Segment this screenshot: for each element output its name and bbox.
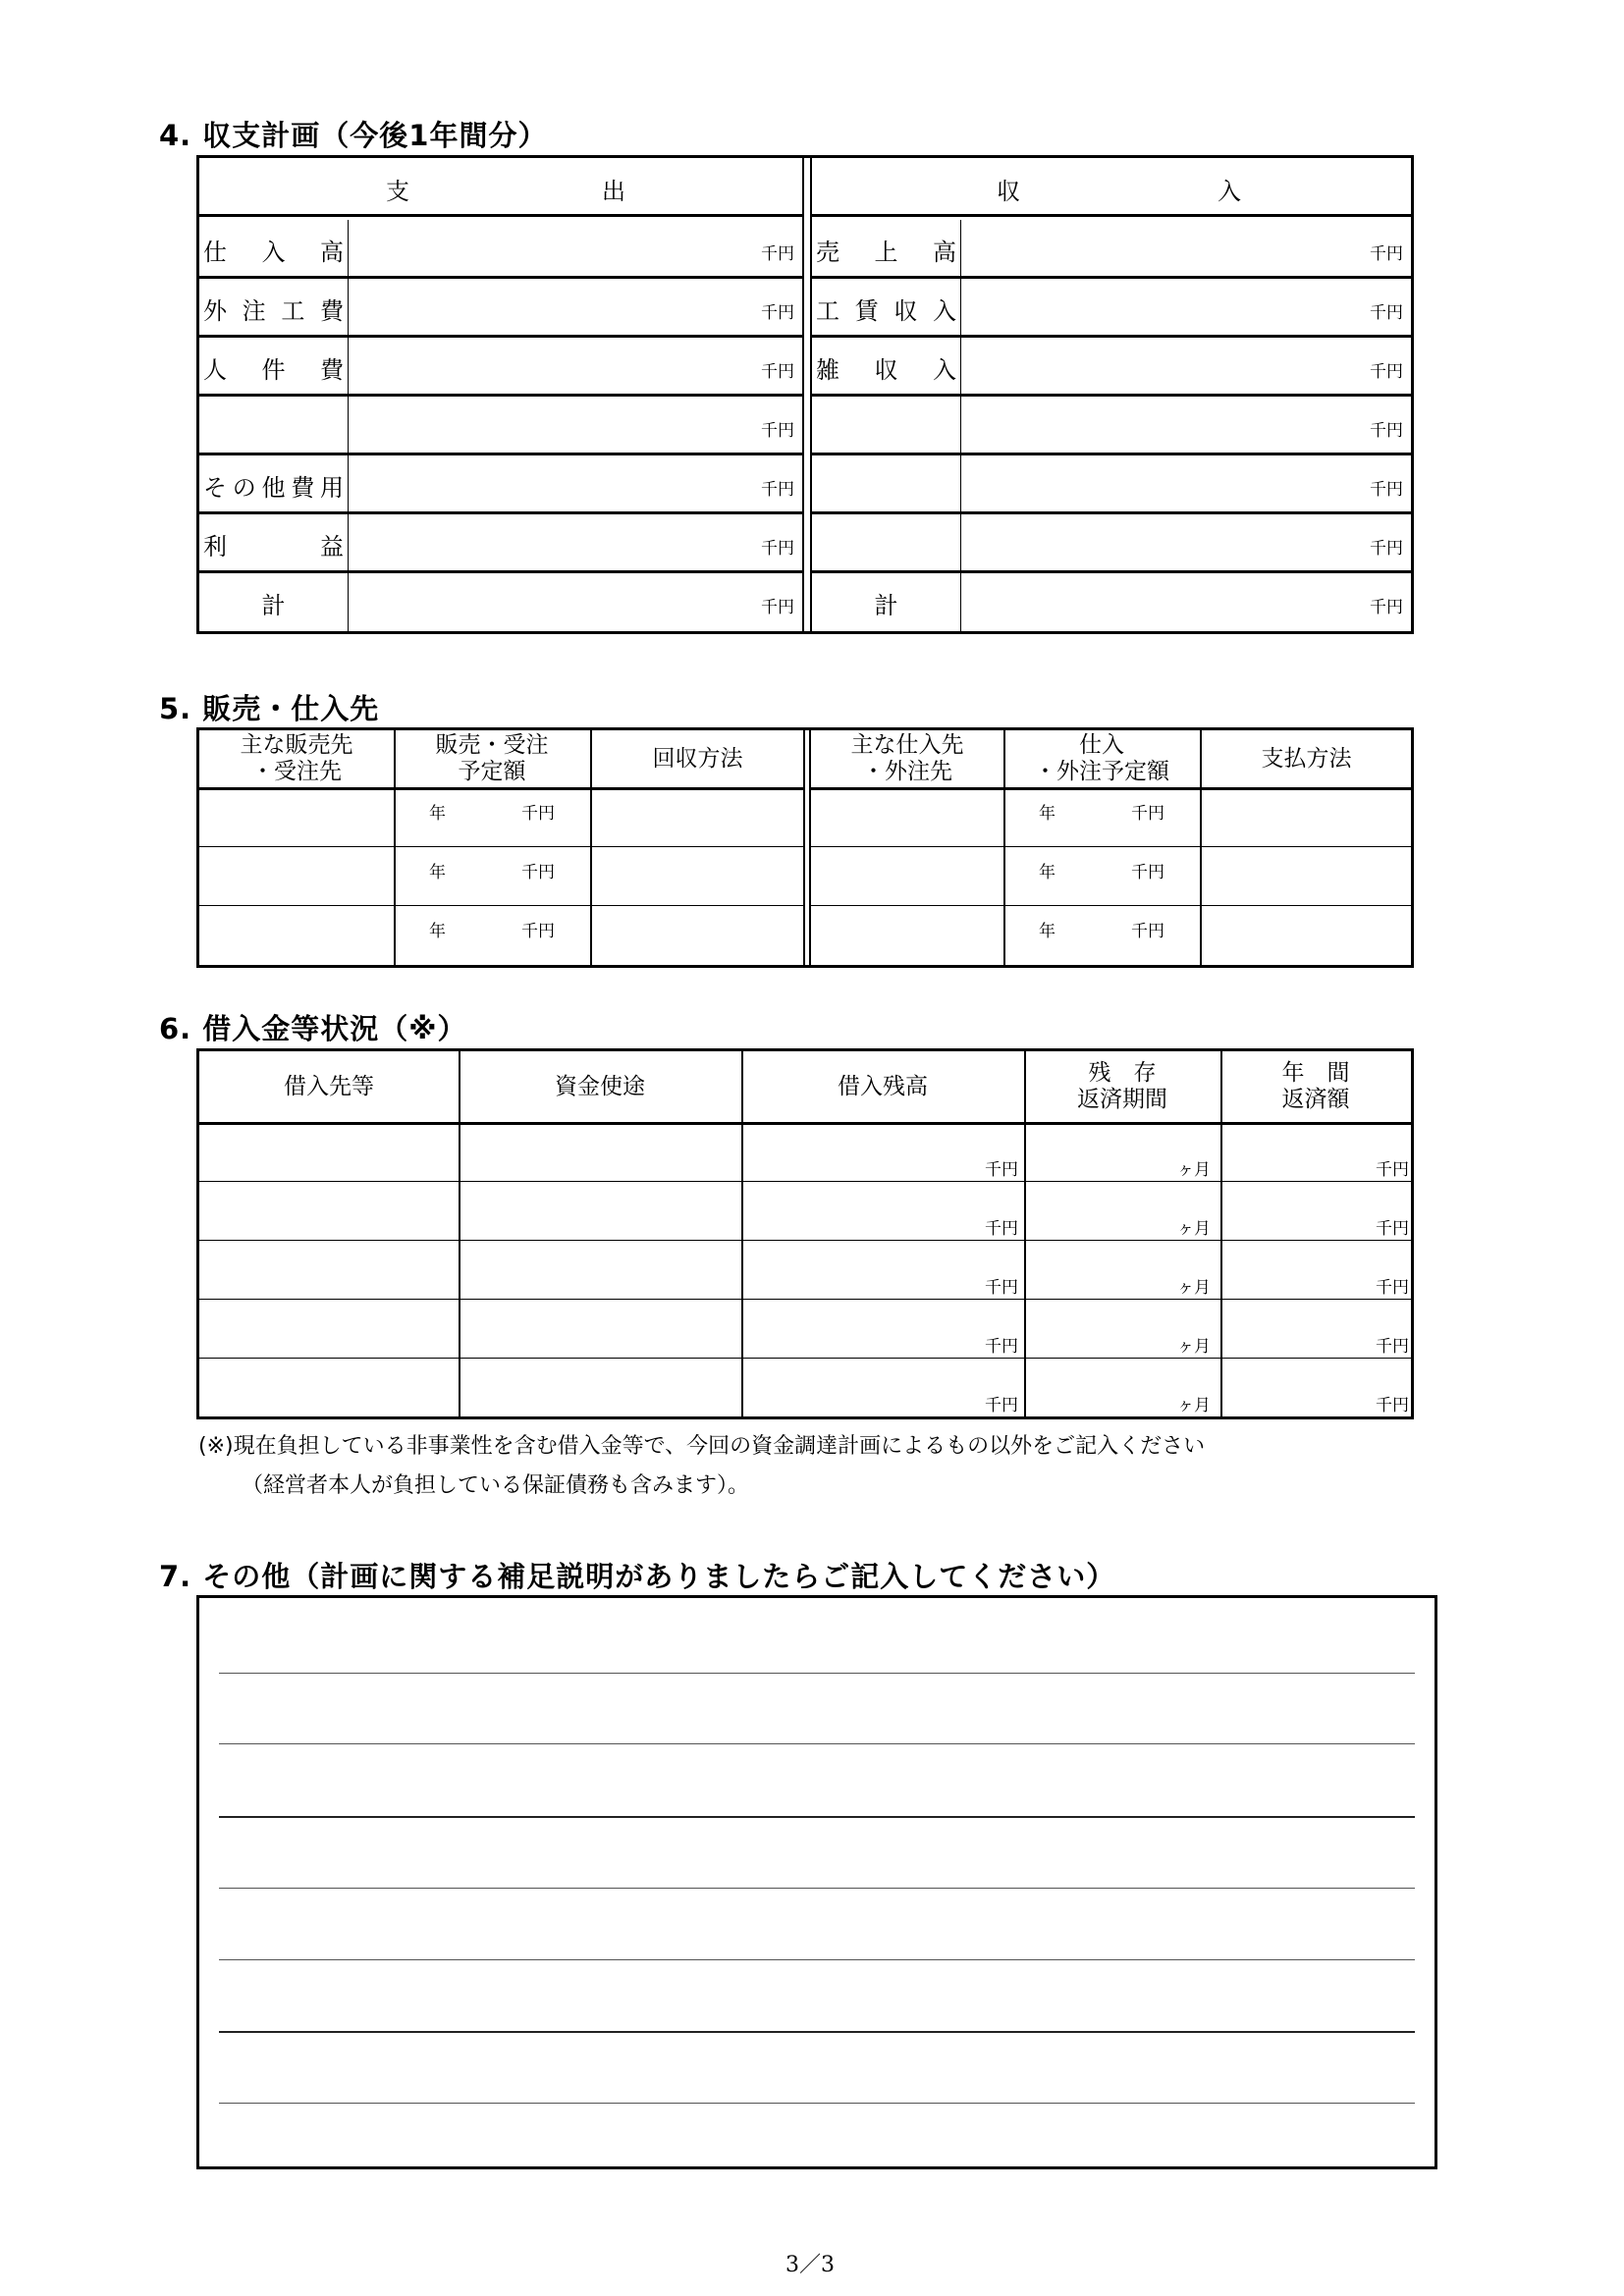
payment-method-header	[1200, 730, 1413, 787]
expense-unit-label: 千円	[761, 598, 794, 617]
purchase-year-label: 年	[1039, 804, 1056, 824]
income-expense-plan-table	[196, 155, 1414, 634]
annual-repayment-header-line-1: 年 間	[1281, 1060, 1350, 1086]
income-panel	[810, 158, 1411, 631]
income-amount-field[interactable]	[962, 397, 1411, 455]
expense-label-char: 仕	[203, 238, 227, 266]
income-amount-field[interactable]	[962, 279, 1411, 338]
income-unit-label: 千円	[1370, 539, 1403, 559]
remaining-period-header-line-2: 返済期間	[1077, 1087, 1167, 1112]
expense-row	[199, 276, 802, 338]
annual-repayment-header	[1220, 1051, 1411, 1122]
income-row	[812, 276, 1411, 338]
annual-repayment-header-line-2: 返済額	[1281, 1087, 1350, 1112]
income-row	[812, 570, 1411, 632]
income-row	[812, 220, 1411, 279]
annual-unit-label: 千円	[1376, 1160, 1409, 1180]
borrowings-table	[196, 1048, 1414, 1419]
expense-label-char: 費	[291, 473, 315, 502]
income-label-char: 計	[874, 591, 898, 619]
income-amount-field[interactable]	[962, 338, 1411, 397]
period-unit-label: ヶ月	[1177, 1337, 1211, 1357]
sales-unit-label: 千円	[521, 804, 555, 824]
period-unit-label: ヶ月	[1177, 1396, 1211, 1415]
expense-label-char: 計	[261, 591, 286, 619]
expense-label-char: の	[232, 473, 256, 502]
supplier-header-line-1: 主な仕入先	[850, 732, 964, 758]
expense-row-label	[199, 573, 349, 632]
balance-unit-label: 千円	[985, 1219, 1018, 1239]
balance-unit-label: 千円	[985, 1278, 1018, 1298]
balance-unit-label: 千円	[985, 1160, 1018, 1180]
expense-row-label	[199, 338, 349, 397]
annual-unit-label: 千円	[1376, 1396, 1409, 1415]
purchase-unit-label: 千円	[1131, 863, 1164, 882]
expense-label-char: 高	[320, 238, 344, 266]
income-label-char: 賃	[854, 296, 879, 325]
expense-label-char: 益	[320, 532, 344, 561]
expense-header-char-1: 支	[386, 178, 409, 205]
income-row-label	[812, 338, 961, 397]
expense-amount-field[interactable]	[350, 338, 802, 397]
lender-header	[199, 1051, 459, 1122]
purchase-unit-label: 千円	[1131, 922, 1164, 941]
expense-label-char: 利	[203, 532, 227, 561]
section-5-title: 5. 販売・仕入先	[159, 692, 380, 725]
income-unit-label: 千円	[1370, 362, 1403, 382]
expense-unit-label: 千円	[761, 480, 794, 500]
balance-unit-label: 千円	[985, 1337, 1018, 1357]
income-label-char: 工	[816, 296, 839, 325]
expense-label-char: 費	[319, 296, 344, 325]
income-header-char-2: 入	[1218, 178, 1241, 205]
expense-row	[199, 220, 802, 279]
purpose-header	[459, 1051, 741, 1122]
expense-row-label	[199, 455, 349, 514]
payment-method-header-text: 支払方法	[1261, 745, 1352, 772]
writing-line	[219, 1743, 1415, 1744]
sales-year-label: 年	[429, 863, 446, 882]
expense-amount-field[interactable]	[350, 220, 802, 279]
expense-amount-field[interactable]	[350, 455, 802, 514]
income-unit-label: 千円	[1370, 303, 1403, 323]
supplier-header	[811, 730, 1003, 787]
expense-label-char: そ	[203, 473, 227, 502]
collection-method-header	[590, 730, 805, 787]
income-row	[812, 453, 1411, 514]
income-row-label	[812, 455, 961, 514]
income-unit-label: 千円	[1370, 598, 1403, 617]
expense-unit-label: 千円	[761, 303, 794, 323]
income-label-char: 雑	[816, 355, 839, 384]
income-unit-label: 千円	[1370, 421, 1403, 441]
balance-header	[741, 1051, 1024, 1122]
expense-unit-label: 千円	[761, 539, 794, 559]
income-label-char: 高	[933, 238, 956, 266]
income-label-char: 入	[933, 355, 956, 384]
income-label-char: 入	[932, 296, 956, 325]
income-header-char-1: 収	[997, 178, 1020, 205]
income-row	[812, 511, 1411, 573]
writing-line	[219, 2031, 1415, 2033]
section-7-title: 7. その他（計画に関する補足説明がありましたらご記入してください）	[159, 1560, 1116, 1593]
expense-unit-label: 千円	[761, 244, 794, 264]
sales-year-label: 年	[429, 804, 446, 824]
expense-row-label	[199, 514, 349, 573]
expense-label-char: 人	[203, 355, 227, 384]
annual-unit-label: 千円	[1376, 1337, 1409, 1357]
expense-amount-field[interactable]	[350, 514, 802, 573]
purchase-amount-header-line-2: ・外注予定額	[1034, 759, 1169, 784]
income-amount-field[interactable]	[962, 455, 1411, 514]
expense-label-char: 入	[261, 238, 286, 266]
income-label-char: 売	[816, 238, 839, 266]
supplier-header-line-2: ・外注先	[862, 759, 952, 784]
writing-line	[219, 1888, 1415, 1889]
expense-row	[199, 453, 802, 514]
period-unit-label: ヶ月	[1177, 1160, 1211, 1180]
income-label-char: 収	[874, 355, 898, 384]
income-header	[812, 158, 1411, 217]
income-row-label	[812, 220, 961, 279]
expense-label-char: 外	[203, 296, 227, 325]
sales-amount-header-line-2: 予定額	[458, 759, 526, 784]
writing-line	[219, 1673, 1415, 1674]
expense-label-char: 注	[242, 296, 266, 325]
purchase-amount-header	[1003, 730, 1200, 787]
annual-unit-label: 千円	[1376, 1278, 1409, 1298]
purchase-year-label: 年	[1039, 922, 1056, 941]
remaining-period-header	[1024, 1051, 1220, 1122]
income-row-label	[812, 397, 961, 455]
expense-amount-field[interactable]	[350, 279, 802, 338]
sales-unit-label: 千円	[521, 922, 555, 941]
collection-method-header-text: 回収方法	[652, 745, 743, 772]
income-row-label	[812, 573, 961, 632]
section-6-title: 6. 借入金等状況（※）	[159, 1012, 467, 1045]
expense-row	[199, 335, 802, 397]
purpose-header-text: 資金使途	[555, 1073, 645, 1099]
purchase-year-label: 年	[1039, 863, 1056, 882]
expense-row	[199, 394, 802, 455]
income-label-char: 収	[893, 296, 918, 325]
expense-label-char: 他	[261, 473, 286, 502]
period-unit-label: ヶ月	[1177, 1278, 1211, 1298]
customer-header-line-1: 主な販売先	[240, 732, 353, 758]
period-unit-label: ヶ月	[1177, 1219, 1211, 1239]
sales-unit-label: 千円	[521, 863, 555, 882]
section-4-title: 4. 収支計画（今後1年間分）	[159, 119, 548, 152]
income-row-label	[812, 514, 961, 573]
sales-purchase-table	[196, 727, 1414, 968]
borrowings-note-line-2: （経営者本人が負担している保証債務も含みます）。	[242, 1473, 750, 1498]
customer-header	[199, 730, 394, 787]
writing-line	[219, 2103, 1415, 2104]
income-row	[812, 335, 1411, 397]
income-amount-field[interactable]	[962, 220, 1411, 279]
page-number: 3／3	[785, 2253, 835, 2277]
expense-row	[199, 511, 802, 573]
sales-amount-header	[394, 730, 590, 787]
expense-header	[199, 158, 802, 217]
expense-row-label	[199, 279, 349, 338]
borrowings-note-line-1: (※)現在負担している非事業性を含む借入金等で、今回の資金調達計画によるもの以外をご記入ください	[198, 1434, 1206, 1459]
income-row	[812, 394, 1411, 455]
income-row-label	[812, 279, 961, 338]
income-unit-label: 千円	[1370, 244, 1403, 264]
purchase-panel	[809, 730, 1411, 965]
sales-amount-header-line-1: 販売・受注	[435, 732, 549, 758]
income-amount-field[interactable]	[962, 573, 1411, 632]
expense-label-char: 件	[261, 355, 286, 384]
remaining-period-header-line-1: 残 存	[1088, 1060, 1157, 1086]
expense-header-char-2: 出	[602, 178, 625, 205]
income-label-char: 上	[874, 238, 898, 266]
income-amount-field[interactable]	[962, 514, 1411, 573]
expense-amount-field[interactable]	[350, 573, 802, 632]
writing-line	[219, 1959, 1415, 1960]
income-unit-label: 千円	[1370, 480, 1403, 500]
expense-label-char: 用	[320, 473, 344, 502]
other-notes-box[interactable]	[196, 1595, 1437, 2169]
expense-unit-label: 千円	[761, 362, 794, 382]
purchase-unit-label: 千円	[1131, 804, 1164, 824]
expense-row	[199, 570, 802, 632]
sales-year-label: 年	[429, 922, 446, 941]
lender-header-text: 借入先等	[284, 1073, 374, 1099]
balance-header-text: 借入残高	[838, 1073, 928, 1099]
expense-amount-field[interactable]	[350, 397, 802, 455]
purchase-amount-header-line-1: 仕入	[1079, 732, 1124, 758]
expense-panel	[199, 158, 804, 631]
customer-header-line-2: ・受注先	[251, 759, 342, 784]
sales-panel	[199, 730, 805, 965]
balance-unit-label: 千円	[985, 1396, 1018, 1415]
expense-unit-label: 千円	[761, 421, 794, 441]
annual-unit-label: 千円	[1376, 1219, 1409, 1239]
expense-label-char: 工	[281, 296, 305, 325]
expense-row-label	[199, 220, 349, 279]
expense-label-char: 費	[320, 355, 344, 384]
writing-line	[219, 1816, 1415, 1818]
expense-row-label	[199, 397, 349, 455]
